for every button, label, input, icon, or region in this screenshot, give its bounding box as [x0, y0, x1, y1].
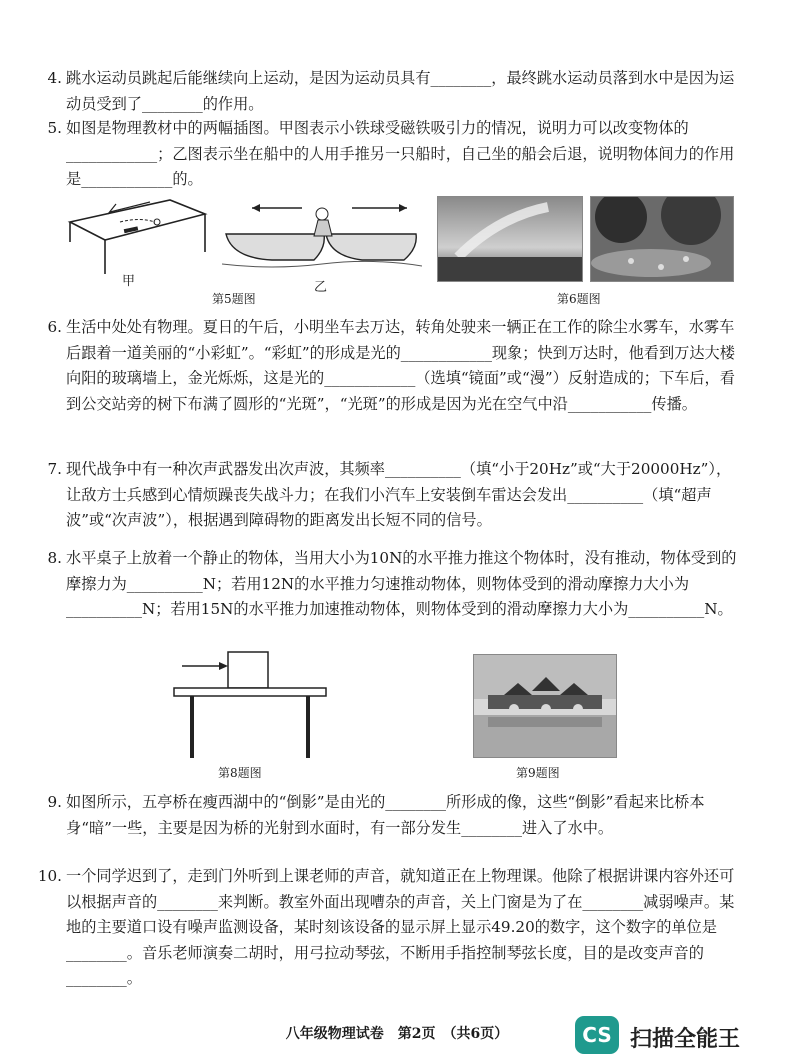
question-text: 一个同学迟到了，走到门外听到上课老师的声音，就知道正在上物理课。他除了根据讲课内容外还可以根据声音的________来判断。教室外面出现嘈杂的声音，关上门窗是为了在________减弱噪声。某地的主要道口设有噪声监测设备，某时刻该设备的显示屏上显示49.20的数字，这个数字的单位是________。音乐老师演奏二胡时，用弓拉动琴弦，不断用手指控制琴弦长度，目的是改变声音的________。 — [66, 867, 735, 988]
question-7 — [47, 457, 746, 534]
question-number: 10. — [37, 867, 62, 885]
question-number: 9. — [47, 793, 62, 811]
question-text: 生活中处处有物理。夏日的午后，小明坐车去万达，转角处驶来一辆正在工作的除尘水雾车，水雾车后跟着一道美丽的“小彩虹”。“彩虹”的形成是光的____________现象；快到万达时，他看到万达大楼向阳的玻璃墙上，金光烁烁，这是光的____________（选填“镜面”或“漫”）反射造成的；下车后，看到公交站旁的树下布满了圆形的“光斑”，“光斑”的形成是因为光在空气中沿___________传播。 — [66, 318, 735, 413]
figure-8-caption: 第8题图 — [218, 766, 262, 780]
question-text: 如图是物理教材中的两幅插图。甲图表示小铁球受磁铁吸引力的情况，说明力可以改变物体的____________；乙图表示坐在船中的人用手推另一只船时，自己坐的船会后退，说明物体间力的作用是____________的。 — [66, 119, 735, 189]
figure-9-photo-bridge — [473, 654, 617, 758]
figure-5-label-b: 乙 — [314, 280, 328, 295]
question-number: 4. — [47, 69, 62, 87]
camscanner-brand-text: 扫描全能王 — [630, 1027, 741, 1052]
question-6 — [47, 315, 746, 417]
figure-6-photo-rainbow-mist — [437, 196, 583, 282]
question-8 — [47, 546, 746, 623]
question-number: 8. — [47, 549, 62, 567]
question-number: 5. — [47, 119, 62, 137]
question-text: 现代战争中有一种次声武器发出次声波，其频率__________（填“小于20Hz”或“大于20000Hz”），让敌方士兵感到心情烦躁丧失战斗力；在我们小汽车上安装倒车雷达会发出__________（填“超声波”或“次声波”），根据遇到障碍物的距离发出长短不同的信号。 — [66, 460, 732, 530]
question-5 — [47, 116, 746, 193]
question-text: 如图所示，五亭桥在瘦西湖中的“倒影”是由光的________所形成的像，这些“倒影”看起来比桥本身“暗”一些，主要是因为桥的光射到水面时，有一部分发生________进入了水中。 — [66, 793, 705, 837]
question-text: 跳水运动员跳起后能继续向上运动，是因为运动员具有________，最终跳水运动员落到水中是因为运动员受到了________的作用。 — [66, 69, 735, 113]
question-number: 6. — [47, 318, 62, 336]
figure-5-label-a: 甲 — [122, 274, 136, 289]
figure-6-caption: 第6题图 — [557, 292, 601, 306]
question-text: 水平桌子上放着一个静止的物体，当用大小为10N的水平推力推这个物体时，没有推动，物体受到的摩擦力为__________N；若用12N的水平推力匀速推动物体，则物体受到的滑动摩擦力大小为__________N；若用15N的水平推力加速推动物体，则物体受到的滑动摩擦力大小为__________N。 — [66, 549, 737, 619]
question-10 — [37, 864, 746, 992]
figure-5-magnet-table — [60, 192, 210, 282]
figure-9-caption: 第9题图 — [516, 766, 560, 780]
camscanner-logo-icon: CS — [575, 1016, 619, 1054]
figure-6-photo-tree-shade — [590, 196, 734, 282]
question-number: 7. — [47, 460, 62, 478]
question-9 — [47, 790, 746, 841]
question-4 — [47, 66, 746, 117]
figure-5-boats — [222, 196, 422, 276]
figure-5-caption: 第5题图 — [212, 292, 256, 306]
figure-8-table-push — [170, 648, 330, 760]
page-footer: 八年级物理试卷 第2页 （共6页） — [285, 1026, 509, 1042]
